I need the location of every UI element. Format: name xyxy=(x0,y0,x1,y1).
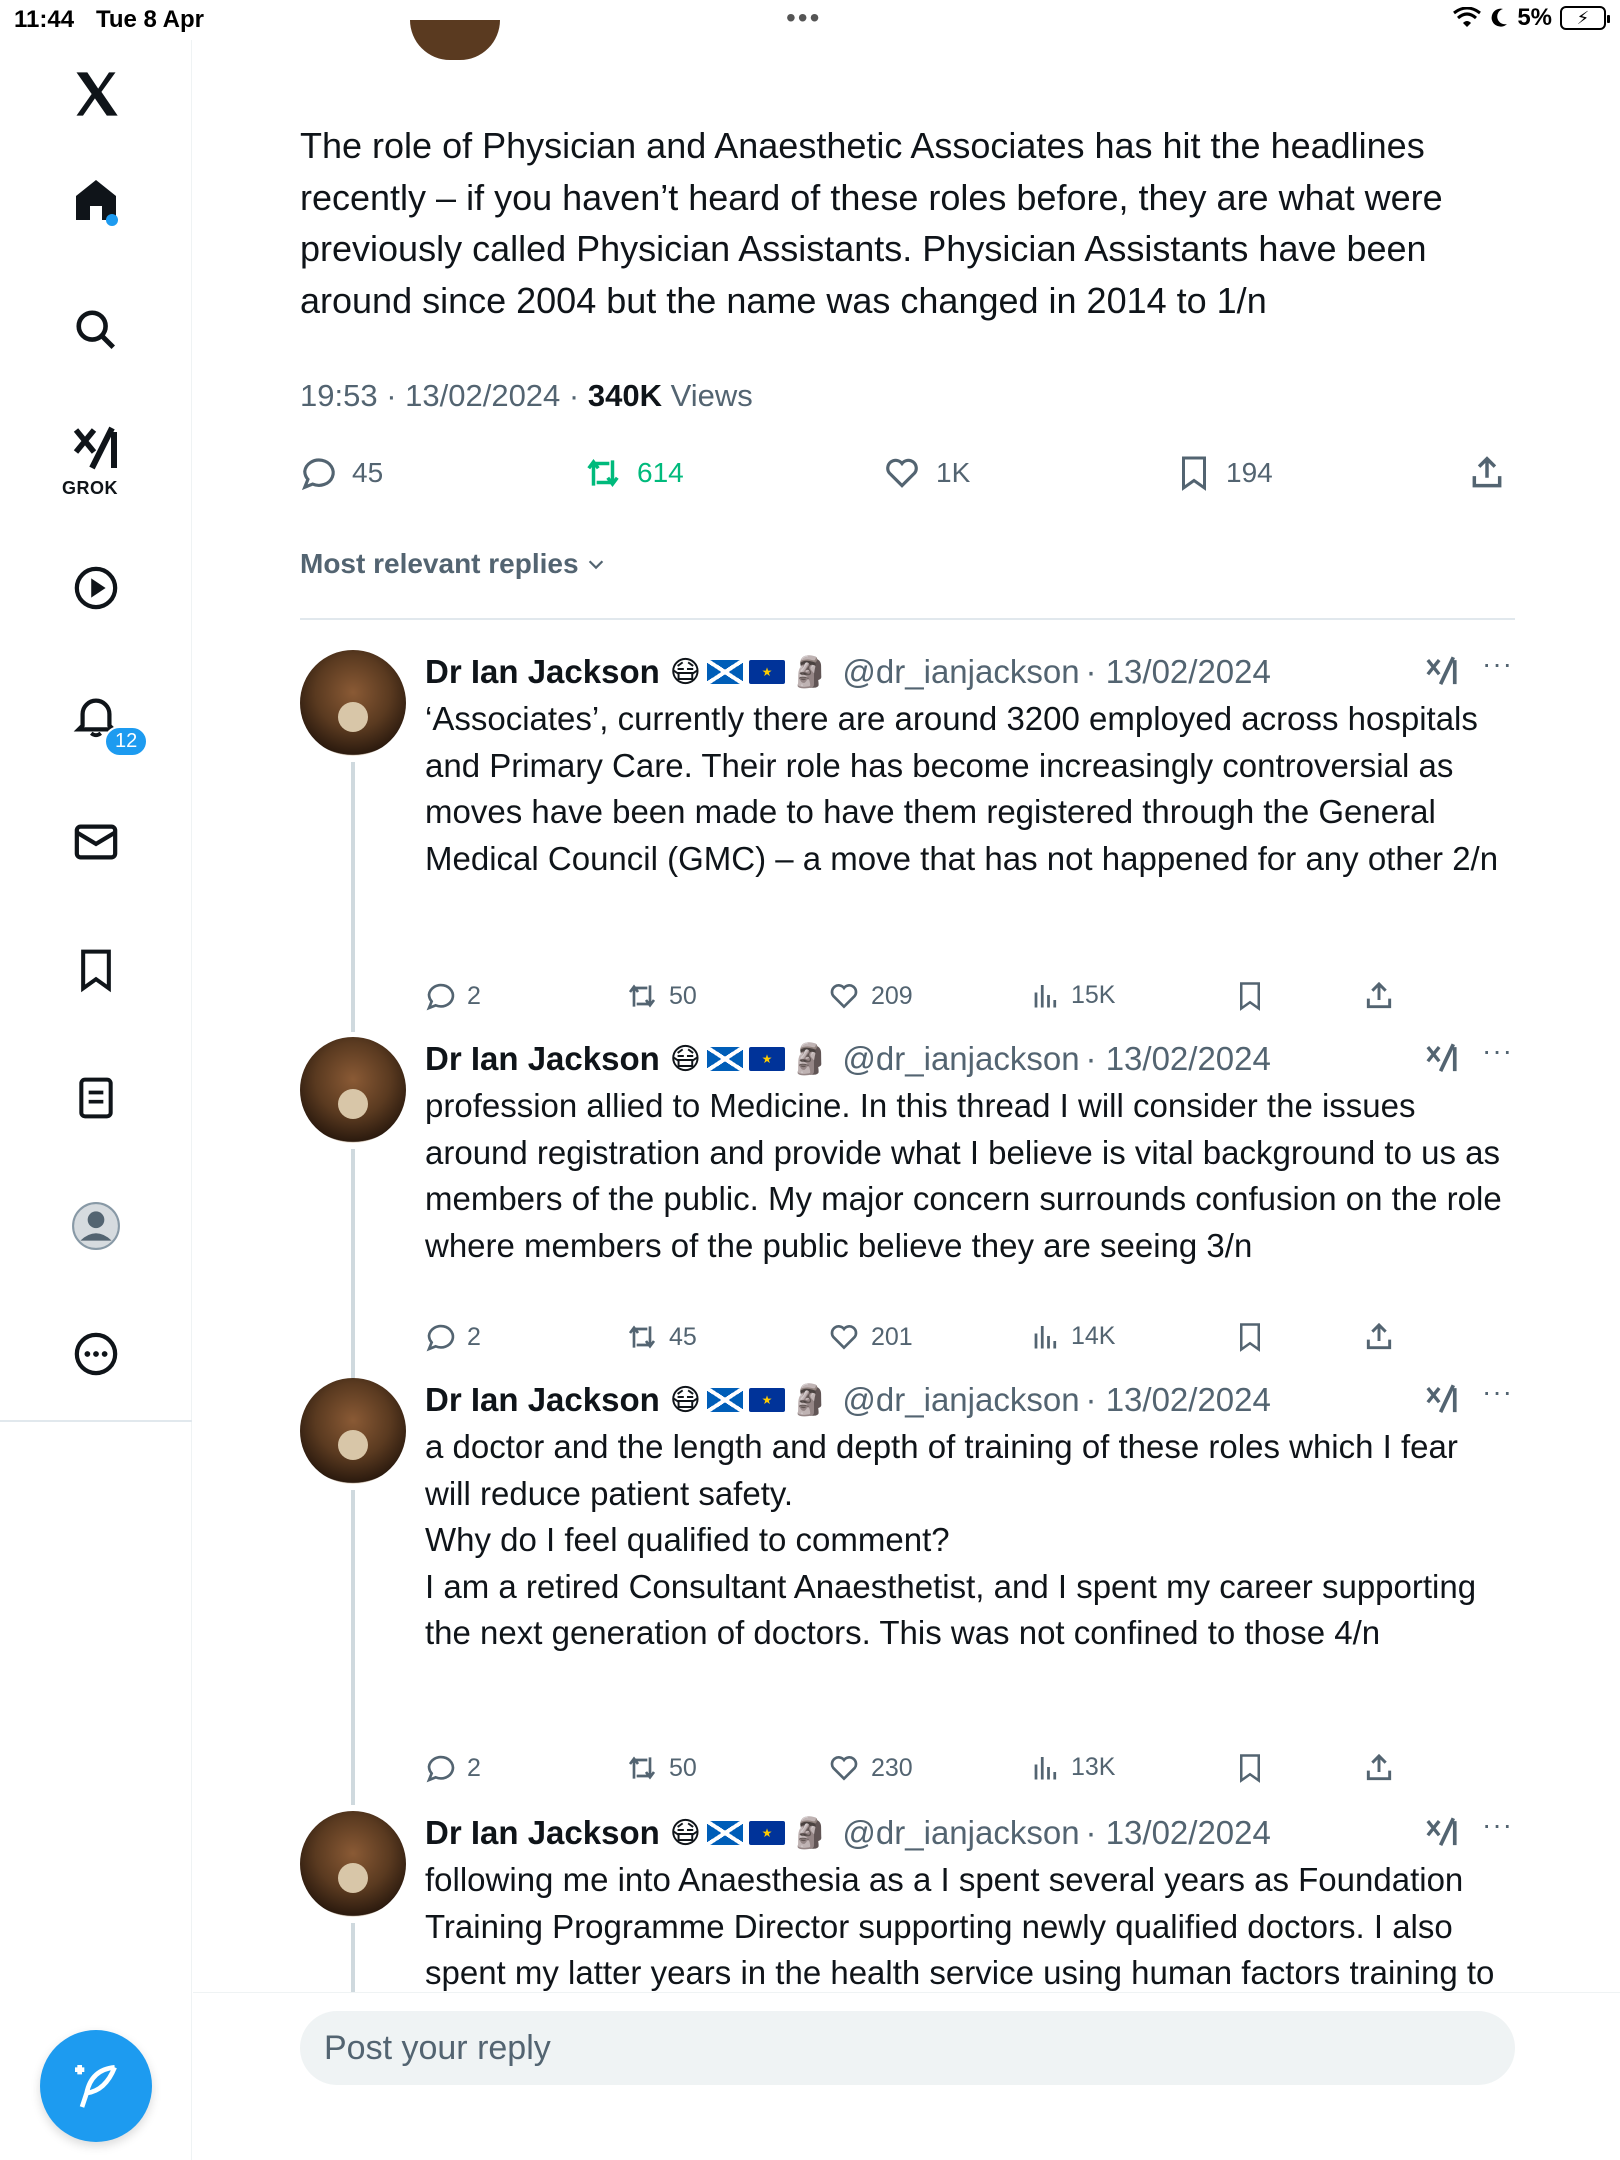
moai-icon: 🗿 xyxy=(791,1042,829,1076)
sidebar-separator xyxy=(0,1420,192,1422)
reply-text: a doctor and the length and depth of training of these roles which I fear will reduce patient safety. Why do I feel qualified to comment? I am a retired Consultant Anaesthetist, and I spent my career supporting the next generation of doctors. This was not confined to those 4/n xyxy=(425,1428,1477,1651)
repost-count: 50 xyxy=(669,1753,697,1782)
heart-icon xyxy=(827,1321,861,1353)
reply-header xyxy=(425,1037,1515,1081)
reply-date[interactable]: · 13/02/2024 xyxy=(1085,1814,1271,1851)
video-icon[interactable] xyxy=(66,558,126,618)
mask-emoji: 😷 xyxy=(669,655,702,689)
moon-icon xyxy=(1489,7,1509,29)
reply-header xyxy=(425,1811,1515,1855)
like-count: 209 xyxy=(871,981,913,1010)
name-emojis xyxy=(670,655,829,690)
reply-text: profession allied to Medicine. In this thread I will consider the issues around registration and provide what I believe is vital background to us as members of the public. My major concern surrounds confusion on the role where members of the public believe they are seeing 3/n xyxy=(425,1087,1502,1264)
grok-icon[interactable] xyxy=(66,418,126,478)
repost-count: 50 xyxy=(669,981,697,1010)
view-count: 15K xyxy=(1071,980,1116,1009)
tweet-views-label: Views xyxy=(670,378,753,413)
like-button[interactable] xyxy=(827,980,913,1012)
view-count: 13K xyxy=(1071,1752,1116,1781)
analytics-icon xyxy=(1031,980,1061,1010)
reply-author-name[interactable]: Dr Ian Jackson xyxy=(425,1814,660,1851)
grok-explain-icon[interactable] xyxy=(1425,654,1459,686)
author-avatar-partial[interactable] xyxy=(410,20,500,60)
search-icon[interactable] xyxy=(66,300,126,360)
analytics-icon xyxy=(1031,1321,1061,1351)
divider xyxy=(300,618,1515,620)
share-button[interactable] xyxy=(1363,1321,1395,1353)
scotland-flag-icon xyxy=(707,1047,743,1071)
grok-explain-icon[interactable] xyxy=(1425,1382,1459,1414)
list-icon[interactable] xyxy=(66,1068,126,1128)
grok-explain-icon[interactable] xyxy=(1425,1815,1459,1847)
avatar[interactable] xyxy=(300,1378,406,1484)
reply-actions xyxy=(425,980,1425,1020)
like-count: 1K xyxy=(936,457,971,488)
bookmark-button[interactable] xyxy=(1176,454,1273,492)
moai-icon: 🗿 xyxy=(791,655,829,689)
repost-count: 614 xyxy=(637,457,684,488)
heart-icon xyxy=(882,454,922,492)
reply-handle[interactable]: @dr_ianjackson xyxy=(842,1040,1080,1077)
repost-icon xyxy=(625,1321,659,1353)
reply-button[interactable] xyxy=(425,1752,481,1784)
home-unread-dot xyxy=(106,214,118,226)
eu-flag-icon: ★ xyxy=(749,660,785,684)
reply-composer-bar xyxy=(193,1992,1620,2160)
reply-button[interactable] xyxy=(425,1321,481,1353)
share-icon xyxy=(1363,1752,1395,1784)
replies-sort-dropdown[interactable] xyxy=(300,548,607,580)
thread-line xyxy=(351,1923,355,2003)
tweet-text: The role of Physician and Anaesthetic Associates has hit the headlines recently – if you haven’t heard of these roles before, they are what were previously called Physician Assistants. Physician Assistants have been around since 2004 but the name was changed in 2014 to 1/n xyxy=(300,125,1443,321)
wifi-icon xyxy=(1453,7,1481,29)
reply-icon xyxy=(425,980,457,1012)
more-options-icon[interactable]: ··· xyxy=(1482,1376,1513,1407)
share-button[interactable] xyxy=(1363,980,1395,1012)
more-options-icon[interactable]: ··· xyxy=(1482,1035,1513,1066)
share-icon xyxy=(1468,454,1506,492)
sidebar xyxy=(0,40,192,2160)
moai-icon: 🗿 xyxy=(791,1383,829,1417)
mask-emoji: 😷 xyxy=(669,1816,702,1850)
repost-icon xyxy=(583,454,623,492)
share-button[interactable] xyxy=(1468,454,1506,492)
mask-emoji: 😷 xyxy=(669,1042,702,1076)
reply-date[interactable]: · 13/02/2024 xyxy=(1085,1040,1271,1077)
name-emojis xyxy=(670,1042,829,1077)
reply-author-name[interactable]: Dr Ian Jackson xyxy=(425,1040,660,1077)
chevron-down-icon xyxy=(585,553,607,575)
repost-button[interactable] xyxy=(625,1752,697,1784)
reply-author-name[interactable]: Dr Ian Jackson xyxy=(425,653,660,690)
status-date: Tue 8 Apr xyxy=(96,6,205,33)
tweet-actions xyxy=(300,454,1515,504)
reply-count: 2 xyxy=(467,981,481,1010)
grok-label: GROK xyxy=(62,478,118,498)
bookmark-icon xyxy=(1176,454,1212,492)
eu-flag-icon: ★ xyxy=(749,1047,785,1071)
reply-handle[interactable]: @dr_ianjackson xyxy=(842,1381,1080,1418)
view-count: 14K xyxy=(1071,1321,1116,1350)
bookmark-button[interactable] xyxy=(1235,980,1265,1012)
status-time: 11:44 xyxy=(14,6,75,33)
bookmark-icon xyxy=(1235,1752,1265,1784)
scotland-flag-icon xyxy=(707,1388,743,1412)
reply-handle[interactable]: @dr_ianjackson xyxy=(842,653,1080,690)
reply-header xyxy=(425,650,1515,694)
status-bar xyxy=(0,0,1620,40)
thread-line xyxy=(351,1149,355,1379)
repost-icon xyxy=(625,980,659,1012)
views-button[interactable] xyxy=(1031,1752,1115,1782)
more-options-icon[interactable]: ··· xyxy=(1482,648,1513,679)
reply-button[interactable] xyxy=(300,454,383,492)
reply-count: 2 xyxy=(467,1753,481,1782)
bookmark-button[interactable] xyxy=(1235,1752,1265,1784)
main-column xyxy=(193,40,1620,2160)
name-emojis xyxy=(670,1816,829,1851)
like-button[interactable] xyxy=(827,1321,913,1353)
mask-emoji: 😷 xyxy=(669,1383,702,1417)
more-options-icon[interactable]: ··· xyxy=(1482,1809,1513,1840)
grok-explain-icon[interactable] xyxy=(1425,1041,1459,1073)
views-button[interactable] xyxy=(1031,980,1115,1010)
reply-icon xyxy=(300,454,338,492)
tweet-date[interactable]: 13/02/2024 xyxy=(405,378,561,413)
like-button[interactable] xyxy=(827,1752,913,1784)
reply-button[interactable] xyxy=(425,980,481,1012)
multitask-dots-icon[interactable]: ••• xyxy=(786,2,822,33)
name-emojis xyxy=(670,1383,829,1418)
reply-count: 2 xyxy=(467,1322,481,1351)
notifications-badge: 12 xyxy=(104,726,148,757)
repost-button[interactable] xyxy=(583,454,684,492)
thread-line xyxy=(351,1490,355,1805)
repost-button[interactable] xyxy=(625,980,697,1012)
bookmark-icon xyxy=(1235,980,1265,1012)
moai-icon: 🗿 xyxy=(791,1816,829,1850)
reply-count: 45 xyxy=(352,457,384,488)
repost-count: 45 xyxy=(669,1322,697,1351)
like-button[interactable] xyxy=(882,454,970,492)
replies-sort-label: Most relevant replies xyxy=(300,548,579,579)
profile-icon[interactable] xyxy=(66,1196,126,1256)
eu-flag-icon: ★ xyxy=(749,1821,785,1845)
reply-text: ‘Associates’, currently there are around 3200 employed across hospitals and Primary Care. Their role has become increasingly controversial as moves have been made to have them registered through the General Medical Council (GMC) – a move that has not happened for any other 2/n xyxy=(425,700,1499,877)
bookmark-button[interactable] xyxy=(1235,1321,1265,1353)
reply-actions xyxy=(425,1321,1425,1361)
reply-text: following me into Anaesthesia as a I spent several years as Foundation Training Programme Director supporting newly qualified doctors. I also spent my latter years in the health service using human factors training to xyxy=(425,1861,1495,1991)
reply-icon xyxy=(425,1752,457,1784)
bookmark-icon xyxy=(1235,1321,1265,1353)
share-icon xyxy=(1363,1321,1395,1353)
compose-feather-icon xyxy=(68,2058,124,2114)
scotland-flag-icon xyxy=(707,1821,743,1845)
eu-flag-icon: ★ xyxy=(749,1388,785,1412)
x-logo-icon[interactable] xyxy=(66,64,126,124)
reply-icon xyxy=(425,1321,457,1353)
like-count: 230 xyxy=(871,1753,913,1782)
reply-author-name[interactable]: Dr Ian Jackson xyxy=(425,1381,660,1418)
repost-icon xyxy=(625,1752,659,1784)
scotland-flag-icon xyxy=(707,660,743,684)
compose-button[interactable] xyxy=(40,2030,152,2142)
tweet-time[interactable]: 19:53 xyxy=(300,378,378,413)
bookmark-icon[interactable] xyxy=(66,940,126,1000)
status-right xyxy=(1453,4,1606,32)
heart-icon xyxy=(827,980,861,1012)
share-icon xyxy=(1363,980,1395,1012)
battery-icon: ⚡ xyxy=(1560,6,1606,30)
more-icon[interactable] xyxy=(66,1324,126,1384)
views-button[interactable] xyxy=(1031,1321,1115,1351)
like-count: 201 xyxy=(871,1322,913,1351)
avatar[interactable] xyxy=(300,1811,406,1917)
reply-input[interactable]: Post your reply xyxy=(300,2011,1515,2085)
reply-date[interactable]: · 13/02/2024 xyxy=(1085,1381,1271,1418)
tweet-views-count: 340K xyxy=(587,378,662,413)
repost-button[interactable] xyxy=(625,1321,697,1353)
analytics-icon xyxy=(1031,1752,1061,1782)
heart-icon xyxy=(827,1752,861,1784)
thread-line xyxy=(351,762,355,1032)
reply-handle[interactable]: @dr_ianjackson xyxy=(842,1814,1080,1851)
battery-percent: 5% xyxy=(1517,4,1552,31)
share-button[interactable] xyxy=(1363,1752,1395,1784)
reply-date[interactable]: · 13/02/2024 xyxy=(1085,653,1271,690)
mail-icon[interactable] xyxy=(66,812,126,872)
reply-actions xyxy=(425,1752,1425,1792)
avatar[interactable] xyxy=(300,650,406,756)
reply-header xyxy=(425,1378,1515,1422)
bookmark-count: 194 xyxy=(1226,457,1273,488)
tweet-meta: 19:53 · 13/02/2024 · 340K Views xyxy=(300,378,753,413)
avatar[interactable] xyxy=(300,1037,406,1143)
